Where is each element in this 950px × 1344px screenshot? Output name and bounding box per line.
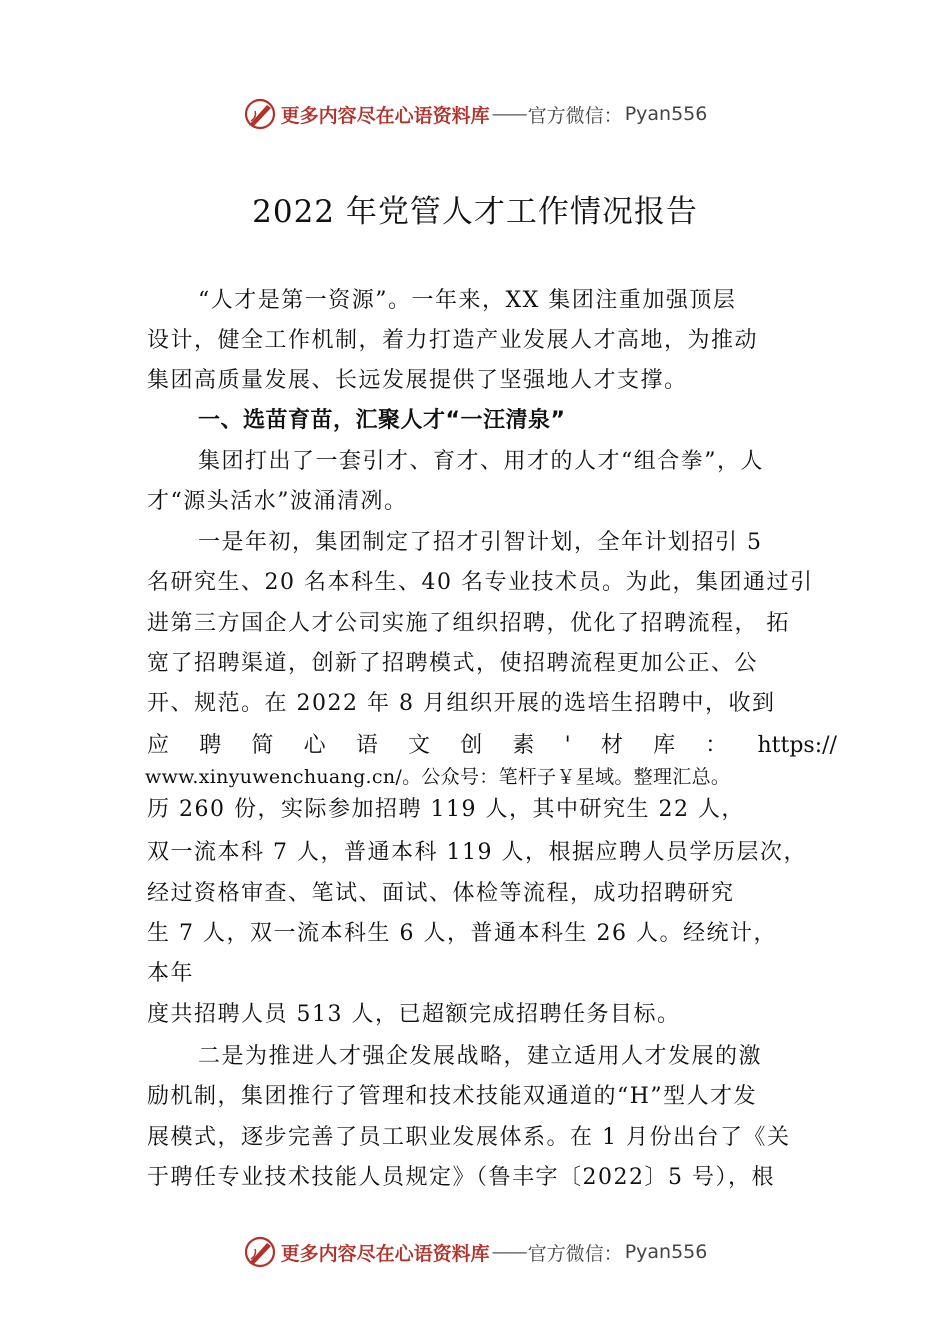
- spaced-char: 语: [355, 733, 378, 758]
- header-banner: [0, 94, 950, 134]
- paragraph-line: 于聘任专业技术技能人员规定》（鲁丰字〔2022〕5 号），根: [147, 1165, 775, 1190]
- paragraph-line: 展模式，逐步完善了员工职业发展体系。在 1 月份出台了《关: [147, 1125, 791, 1150]
- spaced-char: 应: [147, 733, 170, 758]
- banner-wechat-id: Pyan556: [624, 1241, 708, 1263]
- paragraph-line: 二是为推进人才强企发展战略，建立适用人才发展的激: [198, 1044, 763, 1069]
- paragraph-line: 名研究生、20 名本科生、40 名专业技术员。为此，集团通过引: [147, 570, 814, 595]
- paragraph-line: 双一流本科 7 人，普通本科 119 人，根据应聘人员学历层次，: [147, 840, 807, 865]
- paragraph-line: 经过资格审查、笔试、面试、体检等流程，成功招聘研究: [147, 881, 735, 906]
- paragraph-line: 历 260 份，实际参加招聘 119 人，其中研究生 22 人，: [147, 797, 745, 822]
- paragraph-line: 开、规范。在 2022 年 8 月组织开展的选培生招聘中，收到: [147, 691, 776, 716]
- paragraph-line: 本年: [147, 961, 195, 986]
- spaced-char: 聘: [199, 733, 222, 758]
- paragraph-line: 进第三方国企人才公司实施了组织招聘，优化了招聘流程， 拓: [147, 611, 790, 636]
- banner-wechat-id: Pyan556: [624, 103, 708, 125]
- spaced-char: 文: [408, 733, 431, 758]
- paragraph-line: 度共招聘人员 513 人，已超额完成招聘任务目标。: [147, 1002, 681, 1027]
- banner-separator: ——: [491, 103, 526, 125]
- banner-text: 更多内容尽在心语资料库: [280, 104, 490, 127]
- paragraph-line: 设计，健全工作机制，着力打造产业发展人才高地，为推动: [147, 328, 759, 353]
- spaced-url: https://: [757, 733, 837, 758]
- spaced-char: ': [564, 733, 571, 758]
- banner-text: 更多内容尽在心语资料库: [280, 1242, 490, 1265]
- source-url-line: www.xinyuwenchuang.cn/。公众号：笔杆子￥星域。整理汇总。: [145, 766, 731, 788]
- spaced-char: 素: [512, 733, 535, 758]
- section-heading: 一、选苗育苗，汇聚人才“一汪清泉”: [198, 408, 566, 433]
- spaced-source-line: [147, 731, 837, 761]
- spaced-char: 简: [251, 733, 274, 758]
- paragraph-line: 集团打出了一套引才、育才、用才的人才“组合拳”，人: [198, 449, 764, 474]
- spaced-char: 材: [600, 733, 623, 758]
- spaced-char: 心: [303, 733, 326, 758]
- banner-separator: ——: [491, 1241, 526, 1263]
- spaced-char: ：: [705, 733, 728, 758]
- document-title: 2022 年党管人才工作情况报告: [252, 194, 698, 230]
- paragraph-line: “人才是第一资源”。一年来，XX 集团注重加强顶层: [198, 288, 737, 313]
- footer-banner: [0, 1232, 950, 1272]
- paragraph-line: 励机制，集团推行了管理和技术技能双通道的“H”型人才发: [147, 1084, 758, 1109]
- paragraph-line: 集团高质量发展、长远发展提供了坚强地人才支撑。: [147, 368, 688, 393]
- pen-logo-icon: [243, 1235, 277, 1269]
- spaced-char: 库: [653, 733, 676, 758]
- paragraph-line: 宽了招聘渠道，创新了招聘模式，使招聘流程更加公正、公: [147, 651, 759, 676]
- banner-wechat-label: 官方微信：: [527, 104, 623, 127]
- pen-logo-icon: [243, 97, 277, 131]
- spaced-char: 创: [460, 733, 483, 758]
- paragraph-line: 一是年初，集团制定了招才引智计划，全年计划招引 5: [198, 530, 763, 555]
- paragraph-line: 才“源头活水”波涌清冽。: [147, 489, 408, 514]
- banner-wechat-label: 官方微信：: [527, 1242, 623, 1265]
- paragraph-line: 生 7 人，双一流本科生 6 人，普通本科生 26 人。经统计，: [147, 921, 777, 946]
